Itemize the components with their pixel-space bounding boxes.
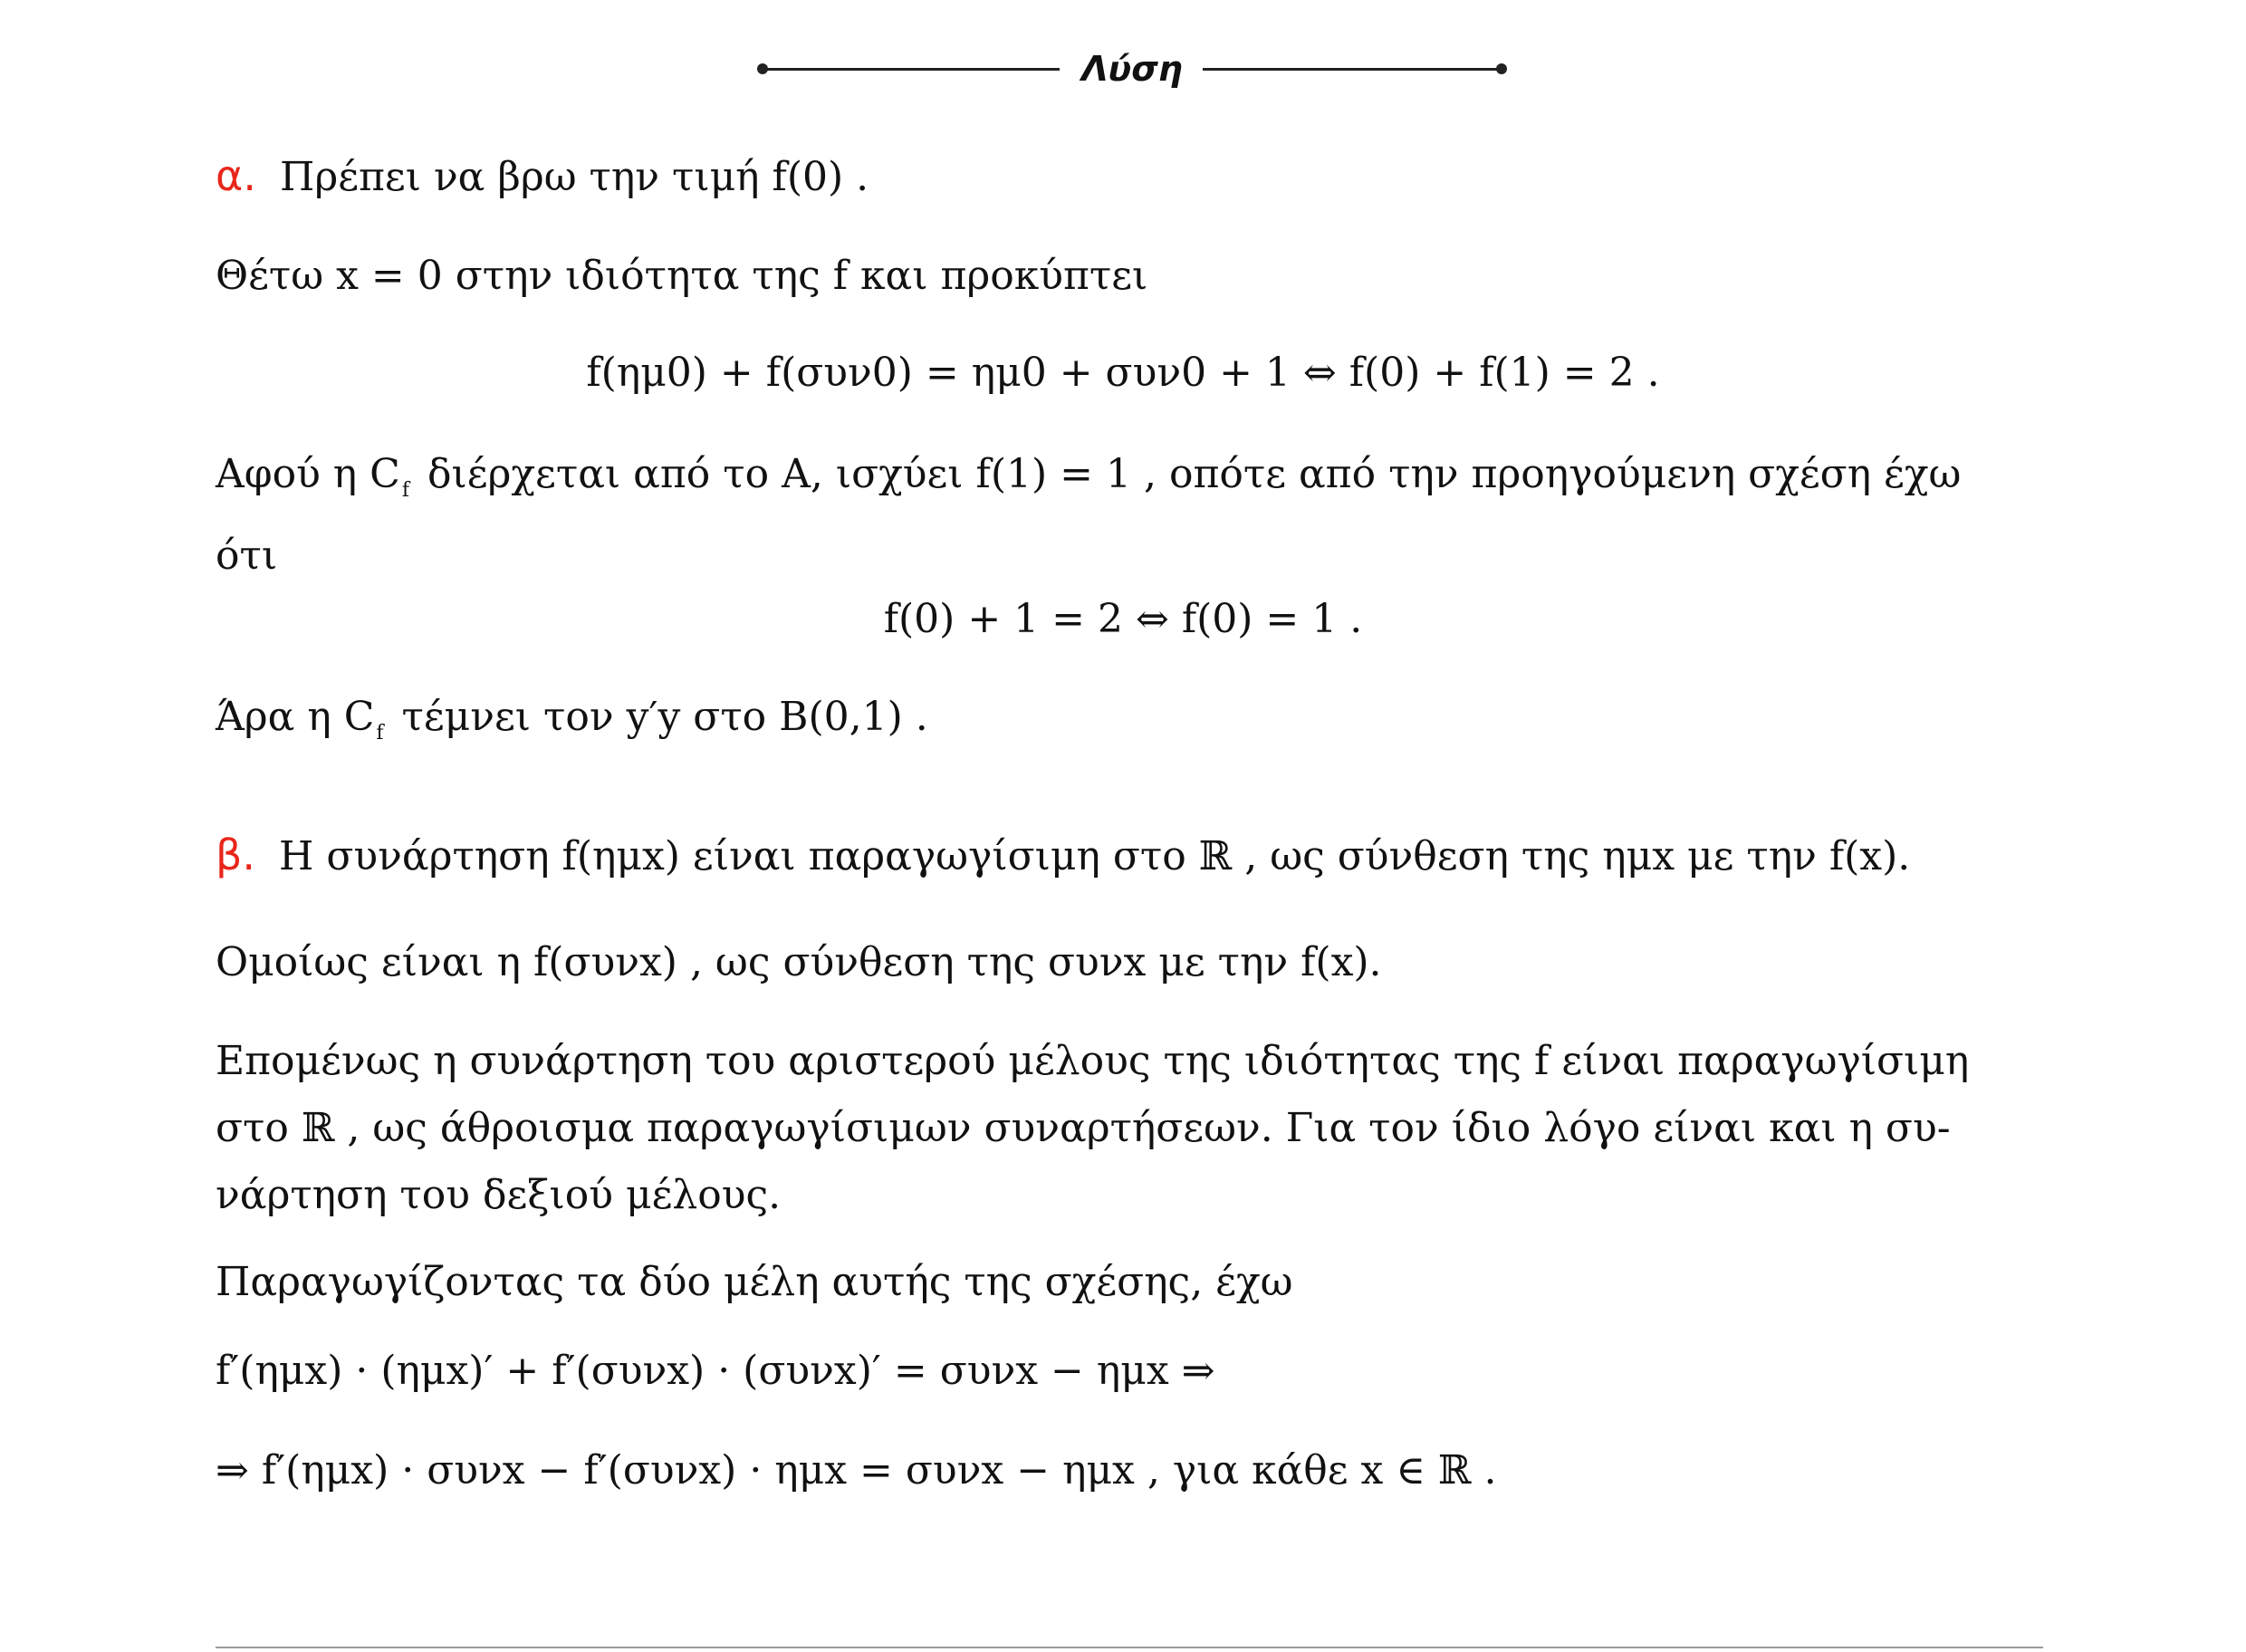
- part-b-line-2: Ομοίως είναι η f(συνx) , ως σύνθεση της συνx με την f(x).: [216, 939, 1382, 985]
- part-a-equation-2: f(0) + 1 = 2 ⇔ f(0) = 1 .: [883, 596, 1363, 642]
- part-a-intro: Πρέπει να βρω την τιμή f(0) .: [279, 154, 869, 200]
- part-a-set-line: Θέτω x = 0 στην ιδιότητα της f και προκύπτει: [216, 253, 1148, 299]
- part-b-line-5: νάρτηση του δεξιού μέλους.: [216, 1172, 782, 1218]
- part-a-equation-1: f(ημ0) + f(συν0) = ημ0 + συν0 + 1 ⇔ f(0) + f(1) = 2 .: [586, 350, 1660, 396]
- part-b-marker: β.: [216, 831, 255, 879]
- since-pre: Αφού η C: [216, 451, 400, 497]
- part-a-intro-line: [216, 149, 869, 205]
- part-b-equation-3: f′(ημx) · (ημx)′ + f′(συνx) · (συνx)′ = συνx − ημx ⇒: [216, 1348, 1215, 1394]
- part-b-line-3: Επομένως η συνάρτηση του αριστερού μέλους της ιδιότητας της f είναι παραγωγίσιμη: [216, 1038, 1970, 1084]
- part-b-equation-4: ⇒ f′(ημx) · συνx − f′(συνx) · ημx = συνx − ημx , για κάθε x ∈ ℝ .: [216, 1447, 1497, 1494]
- conclusion-pre: Άρα η C: [216, 694, 375, 740]
- bottom-rule: [216, 1647, 2043, 1648]
- part-a-conclusion-line: [216, 690, 928, 744]
- part-a-since-line: [216, 447, 1961, 502]
- part-b-text-1: Η συνάρτηση f(ημx) είναι παραγωγίσιμη στο ℝ , ως σύνθεση της ημx με την f(x).: [278, 833, 1911, 879]
- part-b-line-1: [216, 828, 1910, 884]
- solution-header: [0, 42, 2246, 96]
- header-rule-left: [761, 68, 1060, 71]
- part-b-line-4: στο ℝ , ως άθροισμα παραγωγίσιμων συναρτήσεων. Για τον ίδιο λόγο είναι και η συ-: [216, 1105, 1951, 1151]
- part-a-oti: ότι: [216, 533, 278, 579]
- conclusion-post: τέμνει τον y′y στο Β(0,1) .: [401, 694, 928, 740]
- header-dot-right: [1496, 63, 1507, 74]
- since-sub: f: [401, 479, 409, 502]
- header-rule-right: [1203, 68, 1502, 71]
- part-b-line-6: Παραγωγίζοντας τα δύο μέλη αυτής της σχέσης, έχω: [216, 1259, 1293, 1305]
- conclusion-sub: f: [376, 722, 384, 744]
- part-a-marker: α.: [216, 151, 256, 200]
- header-title: Λύση: [1081, 49, 1183, 89]
- since-post: διέρχεται από το Α, ισχύει f(1) = 1 , οπότε από την προηγούμενη σχέση έχω: [427, 451, 1962, 497]
